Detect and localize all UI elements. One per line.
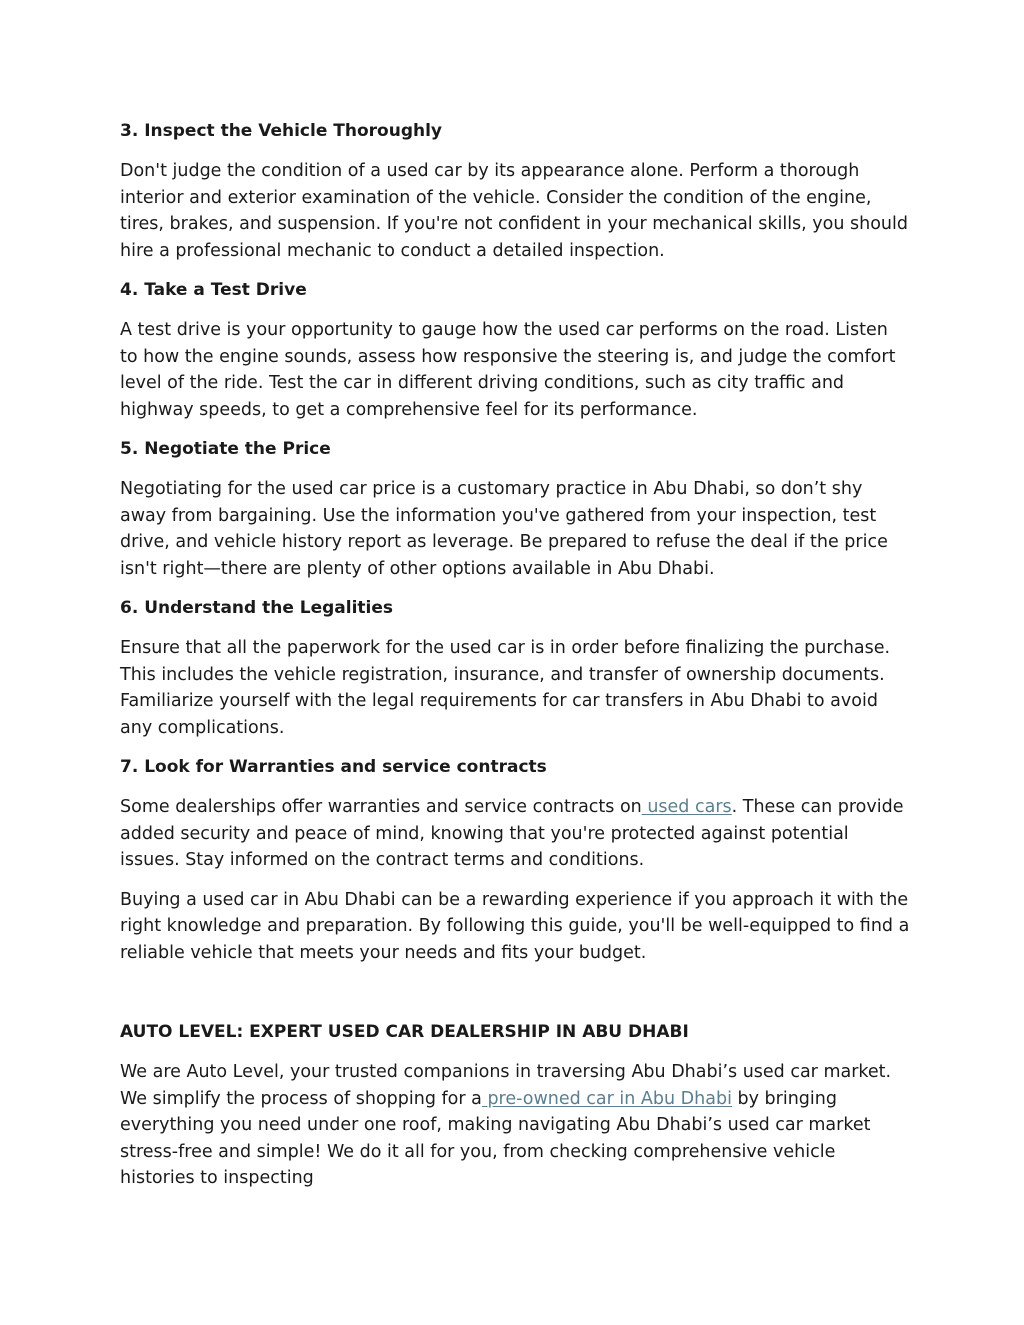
dealer-heading: AUTO LEVEL: EXPERT USED CAR DEALERSHIP IN ABU DHABI: [120, 1022, 689, 1042]
warranties-text-after: . These can provide added security and peace of mind, knowing that you're protected against potential issues. Stay informed on the contract terms and conditions.: [120, 797, 904, 870]
section-spacer: [120, 979, 910, 1019]
warranties-text-before: Some dealerships offer warranties and service contracts on: [120, 797, 642, 817]
section-heading-test-drive: 4. Take a Test Drive: [120, 280, 307, 300]
section-body-legalities: Ensure that all the paperwork for the used car is in order before finalizing the purchase. This includes the vehicle registration, insurance, and transfer of ownership documents. Familiarize yourself with the legal requirements for car transfers in Abu Dhabi to avoid any complications.: [120, 638, 891, 738]
section-body-negotiate: Negotiating for the used car price is a customary practice in Abu Dhabi, so don’t shy away from bargaining. Use the information you've gathered from your inspection, test drive, and vehicle history report as leverage. Be prepared to refuse the deal if the price isn't right—there are plenty of other options available in Abu Dhabi.: [120, 479, 888, 579]
used-cars-link[interactable]: used cars: [641, 797, 732, 817]
section-heading-inspect: 3. Inspect the Vehicle Thoroughly: [120, 121, 443, 141]
pre-owned-car-link[interactable]: pre-owned car in Abu Dhabi: [481, 1088, 732, 1109]
document-page: [120, 118, 910, 1205]
dealer-text-before: We are Auto Level, your trusted companions in traversing Abu Dhabi’s used car market. We simplify the process of shopping for a: [120, 1062, 892, 1109]
dealer-paragraph: [120, 1059, 910, 1192]
section-heading-negotiate: 5. Negotiate the Price: [120, 439, 331, 459]
section-body-warranties: [120, 794, 910, 874]
section-heading-warranties: 7. Look for Warranties and service contracts: [120, 757, 547, 777]
conclusion-paragraph: Buying a used car in Abu Dhabi can be a rewarding experience if you approach it with the right knowledge and preparation. By following this guide, you'll be well-equipped to find a reliable vehicle that meets your needs and fits your budget.: [120, 889, 910, 963]
dealer-text-after: by bringing everything you need under one roof, making navigating Abu Dhabi’s used car market stress-free and simple! We do it all for you, from checking comprehensive vehicle histories to inspecting: [120, 1088, 871, 1188]
section-body-test-drive: A test drive is your opportunity to gauge how the used car performs on the road. Listen to how the engine sounds, assess how responsive the steering is, and judge the comfort level of the ride. Test the car in different driving conditions, such as city traffic and highway speeds, to get a comprehensive feel for its performance.: [120, 320, 896, 420]
section-body-inspect: Don't judge the condition of a used car by its appearance alone. Perform a thorough interior and exterior examination of the vehicle. Consider the condition of the engine, tires, brakes, and suspension. If you're not confident in your mechanical skills, you should hire a professional mechanic to conduct a detailed inspection.: [120, 161, 908, 261]
section-heading-legalities: 6. Understand the Legalities: [120, 598, 394, 618]
